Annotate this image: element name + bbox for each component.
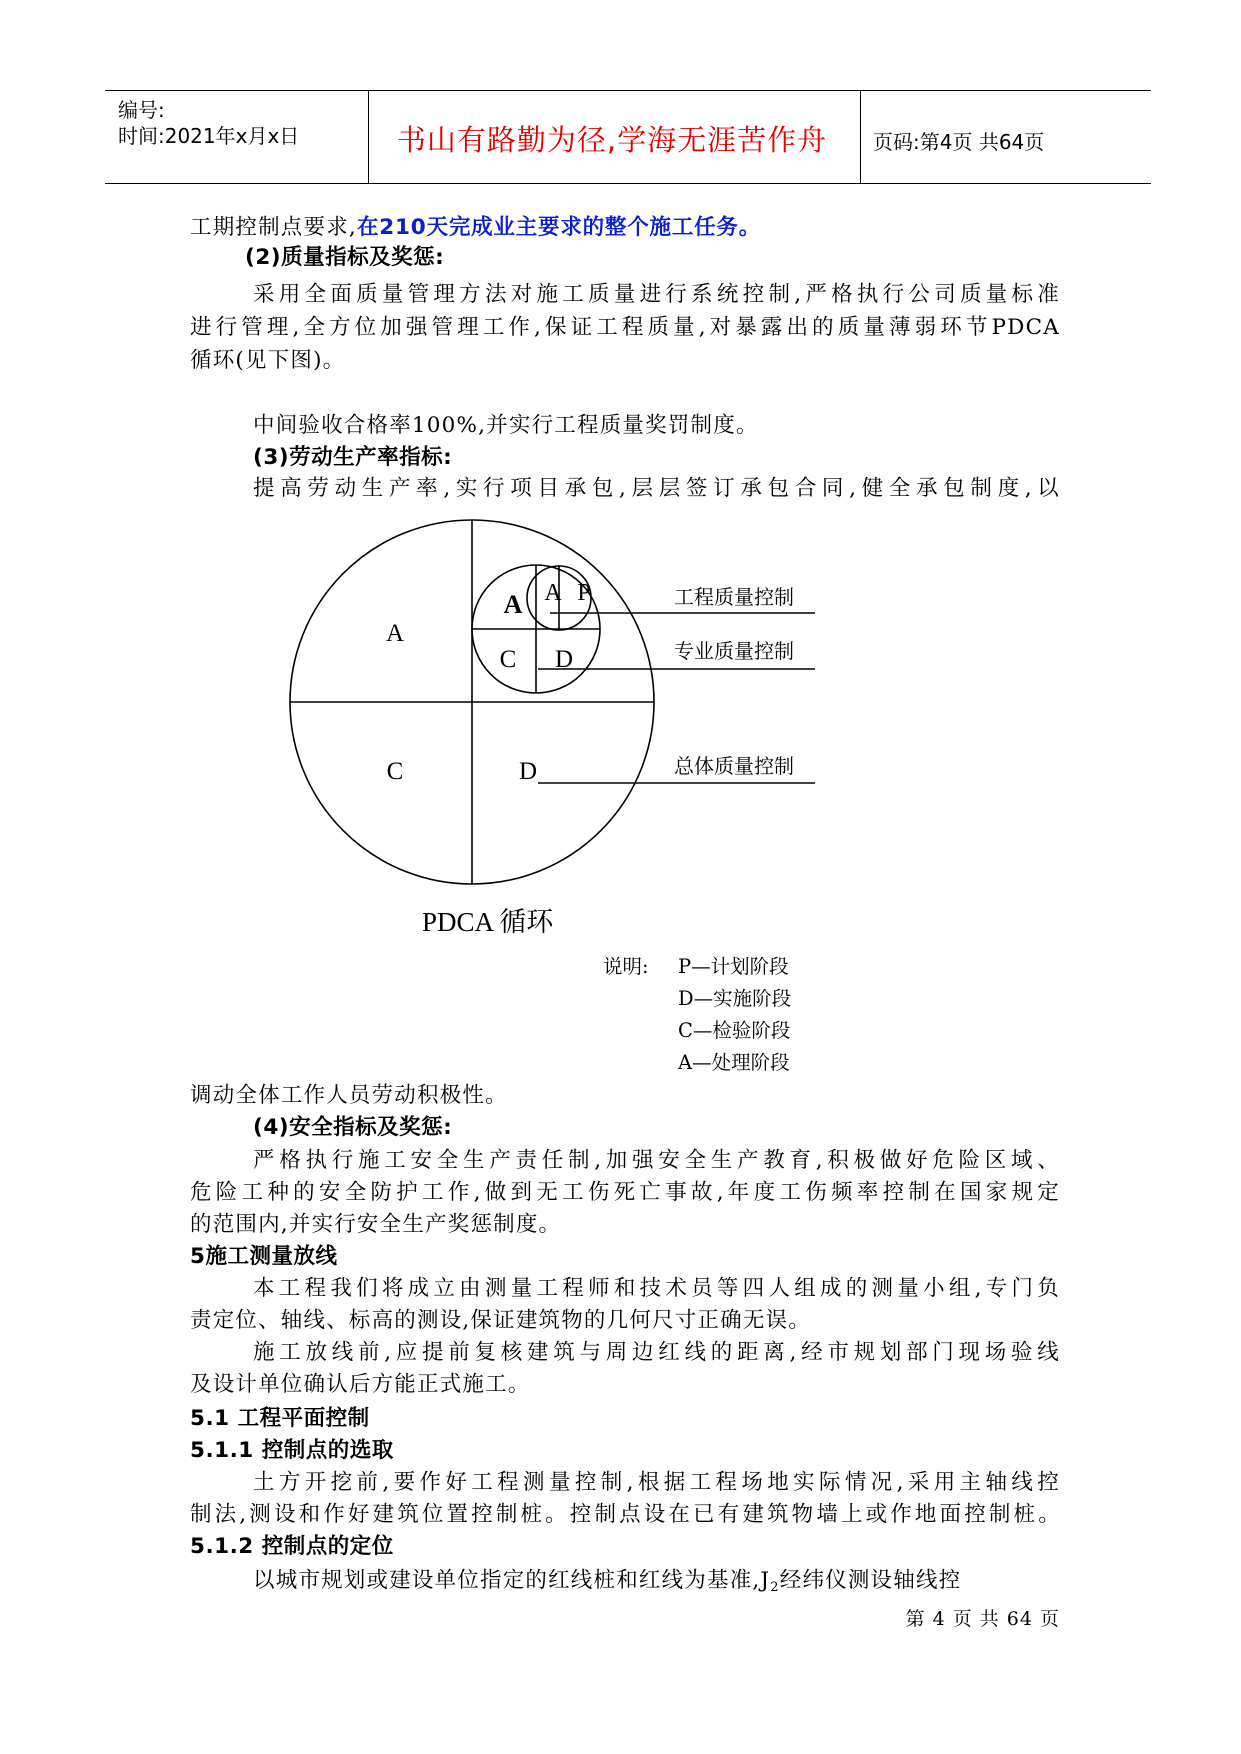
paragraph-line: 调动全体工作人员劳动积极性。 (190, 1083, 508, 1108)
paragraph-line: 循环(见下图)。 (190, 348, 346, 373)
section-heading-safety: (4)安全指标及奖惩: (253, 1115, 453, 1140)
middle-a-label: A (503, 590, 523, 619)
header-motto: 书山有路勤为径,学海无涯苦作舟 (396, 123, 828, 157)
legend-item: A—处理阶段 (678, 1051, 790, 1074)
header-bottom-rule (105, 183, 1151, 184)
paragraph-line: 采用全面质量管理方法对施工质量进行系统控制,严格执行公司质量标准 (253, 282, 1060, 307)
section-heading-5-1-2: 5.1.2 控制点的定位 (190, 1534, 394, 1559)
header-number-label: 编号: (118, 98, 165, 122)
page-footer: 第 4 页 共 64 页 (905, 1608, 1060, 1630)
label-project-quality-control: 工程质量控制 (674, 585, 794, 609)
paragraph-line: 严格执行施工安全生产责任制,加强安全生产教育,积极做好危险区域、 (253, 1148, 1060, 1173)
section-heading-labor: (3)劳动生产率指标: (253, 445, 453, 470)
text-plain: 经纬仪测设轴线控 (779, 1568, 962, 1593)
paragraph-line: 进行管理,全方位加强管理工作,保证工程质量,对暴露出的质量薄弱环节PDCA (190, 315, 1060, 340)
label-specialty-quality-control: 专业质量控制 (674, 639, 794, 663)
section-heading-survey: 5施工测量放线 (190, 1244, 338, 1269)
paragraph-line: 制法,测设和作好建筑位置控制桩。控制点设在已有建筑物墙上或作地面控制桩。 (190, 1502, 1060, 1527)
header-page-code: 页码:第4页 共64页 (873, 130, 1045, 154)
section-heading-5-1-1: 5.1.1 控制点的选取 (190, 1438, 394, 1463)
middle-c-label: C (499, 646, 517, 673)
outer-a-label: A (385, 620, 405, 647)
diagram-caption: PDCA 循环 (422, 907, 554, 937)
outer-c-label: C (386, 758, 404, 785)
paragraph-line: 及设计单位确认后方能正式施工。 (190, 1372, 531, 1397)
paragraph-line: 的范围内,并实行安全生产奖惩制度。 (190, 1212, 562, 1237)
section-heading-quality: (2)质量指标及奖惩: (245, 245, 445, 270)
label-overall-quality-control: 总体质量控制 (674, 754, 794, 778)
paragraph-line: 土方开挖前,要作好工程测量控制,根据工程场地实际情况,采用主轴线控 (253, 1470, 1060, 1495)
paragraph-line (253, 1566, 1123, 1603)
outer-d-label: D (518, 758, 538, 785)
section-heading-5-1: 5.1 工程平面控制 (190, 1406, 370, 1431)
paragraph-line: 提高劳动生产率,实行项目承包,层层签订承包合同,健全承包制度,以 (253, 476, 1060, 501)
header-top-rule (105, 90, 1151, 91)
paragraph-line: 中间验收合格率100%,并实行工程质量奖罚制度。 (253, 413, 759, 438)
paragraph-line (190, 213, 1060, 243)
inner-a-label: A (544, 580, 562, 606)
header-divider-right (860, 90, 861, 183)
paragraph-line: 责定位、轴线、标高的测设,保证建筑物的几何尺寸正确无误。 (190, 1308, 811, 1333)
inner-p-label: P (577, 580, 591, 606)
legend-item: C—检验阶段 (678, 1019, 791, 1042)
paragraph-line: 危险工种的安全防护工作,做到无工伤死亡事故,年度工伤频率控制在国家规定 (190, 1180, 1061, 1205)
text-highlight: 在210天完成业主要求的整个施工任务。 (356, 215, 762, 240)
text-plain: 工期控制点要求, (190, 215, 357, 240)
header-time-label: 时间:2021年x月x日 (118, 124, 300, 148)
paragraph-line: 施工放线前,应提前复核建筑与周边红线的距离,经市规划部门现场验线 (253, 1340, 1060, 1365)
header-divider-left (368, 90, 369, 183)
text-plain: 以城市规划或建设单位指定的红线桩和红线为基准,J (253, 1568, 771, 1593)
pdca-diagram (270, 505, 850, 890)
subscript: 2 (770, 1580, 780, 1595)
legend-item: D—实施阶段 (678, 987, 792, 1010)
legend-item: P—计划阶段 (678, 955, 789, 978)
legend-title: 说明: (603, 955, 649, 978)
middle-d-label: D (554, 646, 574, 673)
paragraph-line: 本工程我们将成立由测量工程师和技术员等四人组成的测量小组,专门负 (253, 1276, 1060, 1301)
